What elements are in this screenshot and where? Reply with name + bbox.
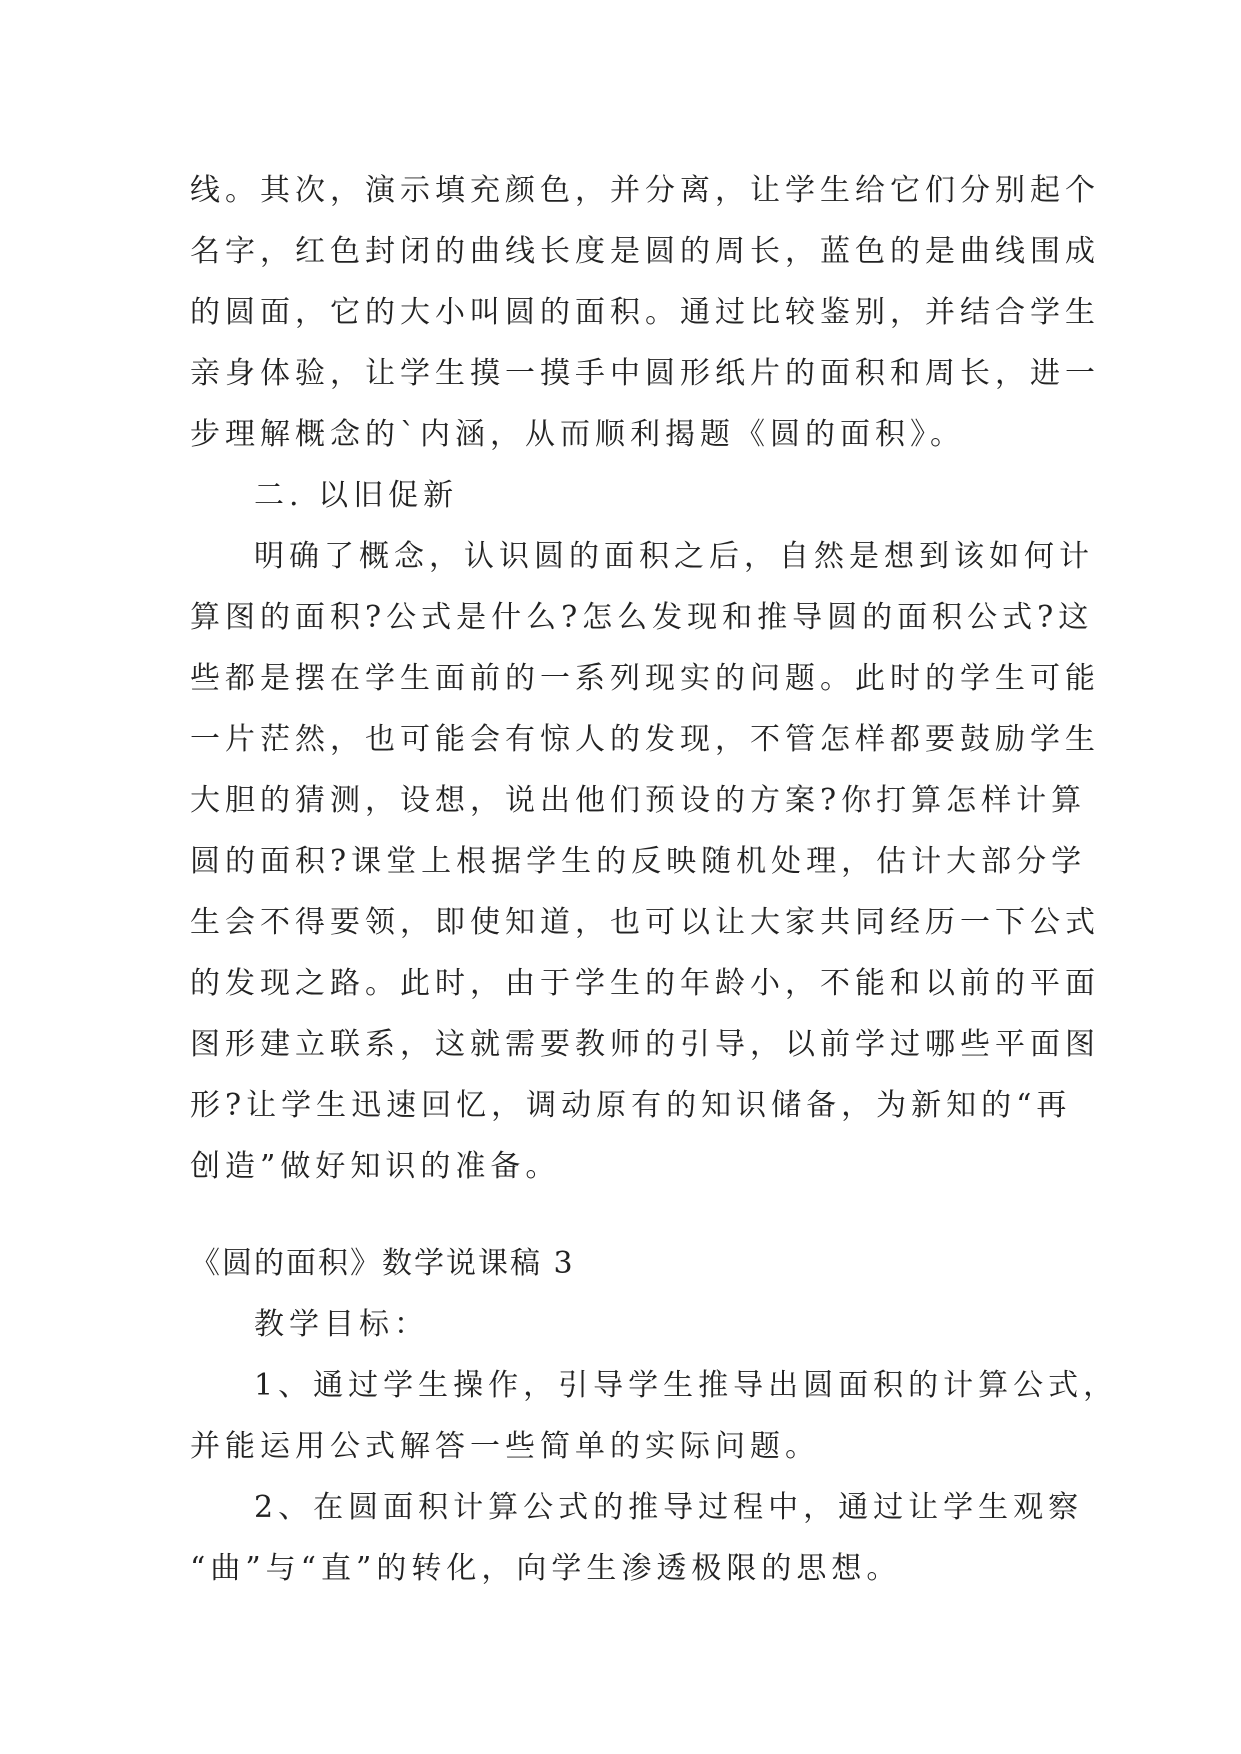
text-line: 算图的面积?公式是什么?怎么发现和推导圆的面积公式?这 <box>190 600 1094 635</box>
text-line: 些都是摆在学生面前的一系列现实的问题。此时的学生可能 <box>190 661 1100 696</box>
paragraph-concept-continuation <box>190 160 1100 465</box>
text-line: 形?让学生迅速回忆，调动原有的知识储备，为新知的“再 <box>190 1088 1072 1123</box>
text-line: 大胆的猜测，设想，说出他们预设的方案?你打算怎样计算 <box>190 783 1087 818</box>
goals-label: 教学目标： <box>254 1307 429 1342</box>
text-line: 名字，红色封闭的曲线长度是圆的周长，蓝色的是曲线围成 <box>190 234 1100 269</box>
section-subheading: 二. 以旧促新 <box>254 478 459 513</box>
goal-item-2 <box>190 1477 1084 1599</box>
goal-item-1 <box>190 1355 1119 1477</box>
text-line: 2、在圆面积计算公式的推导过程中，通过让学生观察 <box>254 1490 1084 1525</box>
text-line: 1、通过学生操作，引导学生推导出圆面积的计算公式， <box>254 1368 1119 1403</box>
text-line: 生会不得要领，即使知道，也可以让大家共同经历一下公式 <box>190 905 1100 940</box>
text-line: 的圆面，它的大小叫圆的面积。通过比较鉴别，并结合学生 <box>190 295 1100 330</box>
text-line: 亲身体验，让学生摸一摸手中圆形纸片的面积和周长，进一 <box>190 356 1100 391</box>
spacer <box>190 1197 1055 1233</box>
text-line: 步理解概念的`内涵，从而顺利揭题《圆的面积》。 <box>190 417 965 452</box>
text-line: 明确了概念，认识圆的面积之后，自然是想到该如何计 <box>254 539 1094 574</box>
text-line: 创造”做好知识的准备。 <box>190 1149 561 1184</box>
text-line: 圆的面积?课堂上根据学生的反映随机处理，估计大部分学 <box>190 844 1087 879</box>
section-title: 《圆的面积》数学说课稿 3 <box>190 1246 575 1281</box>
paragraph-old-to-new <box>190 526 1100 1197</box>
text-line: 并能运用公式解答一些简单的实际问题。 <box>190 1429 820 1464</box>
text-line: 一片茫然，也可能会有惊人的发现，不管怎样都要鼓励学生 <box>190 722 1100 757</box>
text-line: “曲”与“直”的转化，向学生渗透极限的思想。 <box>190 1551 902 1586</box>
document-body <box>190 160 1119 1599</box>
text-line: 图形建立联系，这就需要教师的引导，以前学过哪些平面图 <box>190 1027 1100 1062</box>
text-line: 的发现之路。此时，由于学生的年龄小，不能和以前的平面 <box>190 966 1100 1001</box>
text-line: 线。其次，演示填充颜色，并分离，让学生给它们分别起个 <box>190 173 1100 208</box>
